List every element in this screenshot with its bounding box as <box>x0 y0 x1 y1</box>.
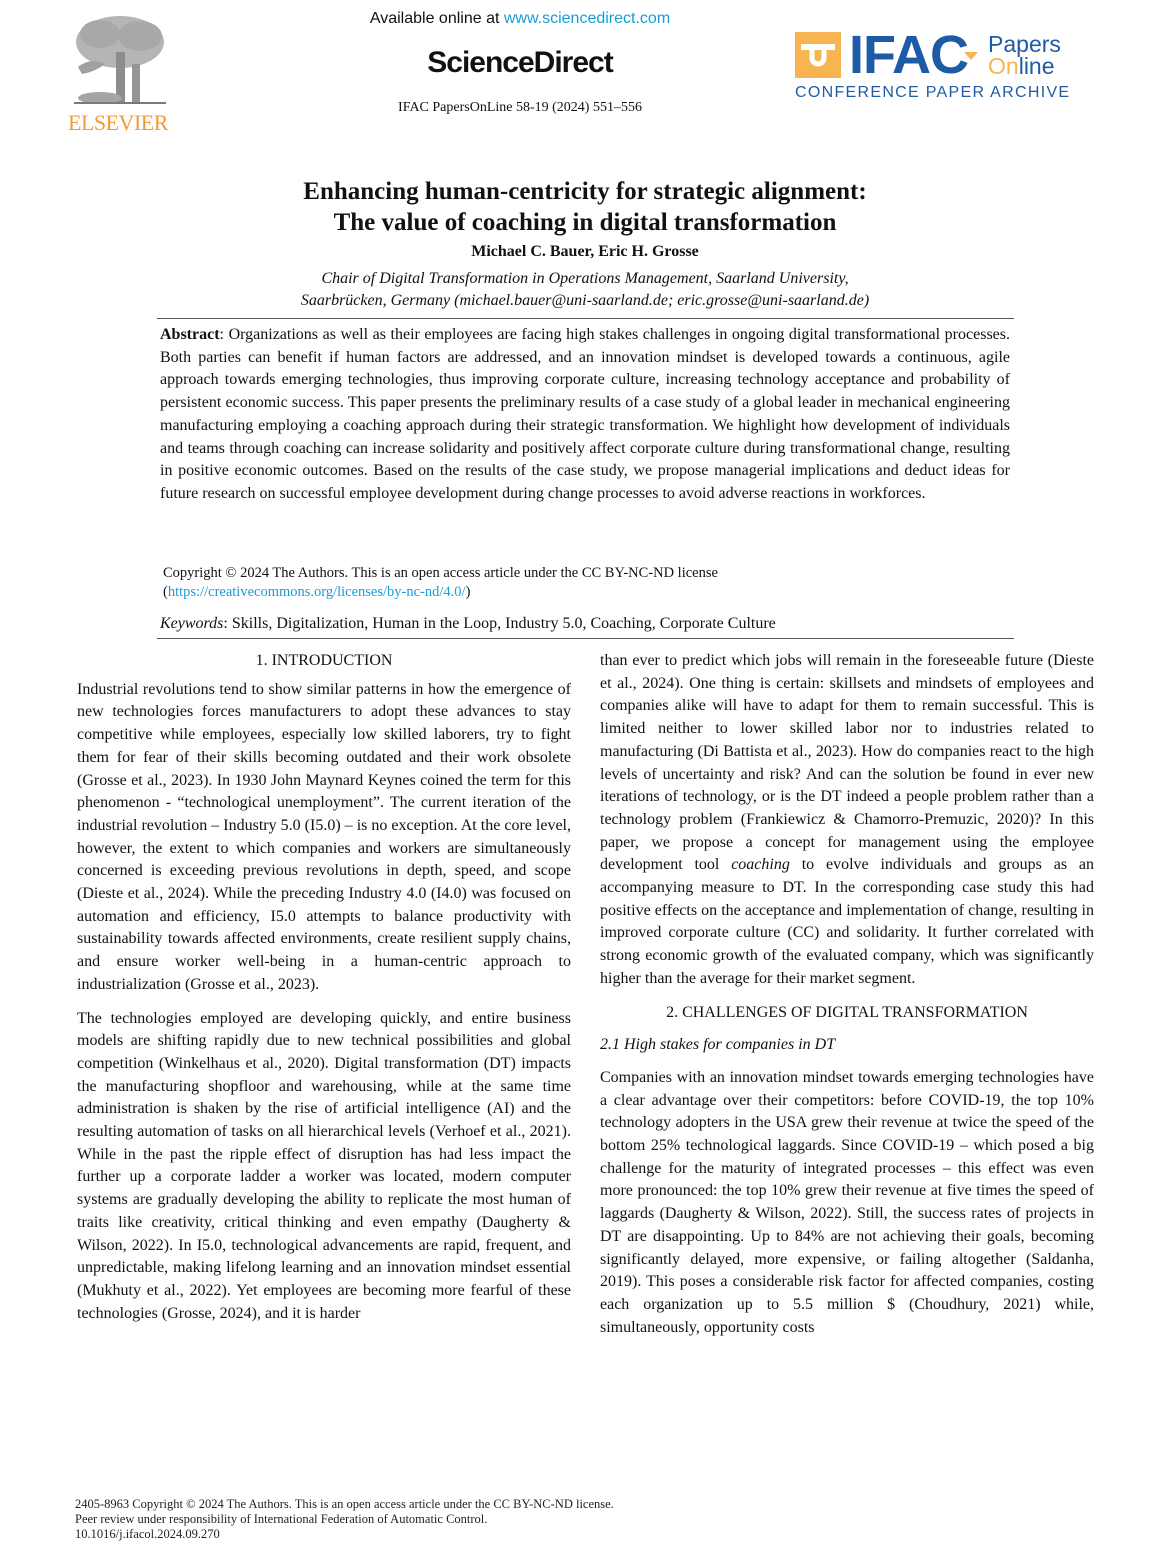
available-online-label: Available online at <box>369 10 504 27</box>
page-footer <box>75 1497 614 1542</box>
paragraph: than ever to predict which jobs will remain in the foreseeable future (Dieste et al., 2024). One thing is certain: skillsets and mindsets of employees and companies alike will have to adapt for them to remain successful. This is limited neither to lower skilled labor nor to industries related to manufacturing (Di Battista et al., 2023). How do companies react to the high levels of uncertainty and risk? And can the solution be found in ever new iterations of technology, or is the DT indeed a people problem rather than a technology problem (Frankiewicz & Chamorro-Premuzic, 2020)? In this paper, we propose a concept for management using the employee development tool coaching to evolve individuals and groups as an accompanying measure to DT. In the corresponding case study this had positive effects on the acceptance and implementation of change, resulting in improved corporate culture (CC) and solidarity. It further correlated with strong economic growth of the evaluated company, which was significantly higher than the average for their market segment. <box>600 652 1094 987</box>
conference-paper-archive-label: CONFERENCE PAPER ARCHIVE <box>795 84 1071 101</box>
license-link[interactable]: https://creativecommons.org/licenses/by-nc-nd/4.0/ <box>167 584 466 600</box>
paragraph: Companies with an innovation mindset towards emerging technologies have a clear advantage over their competitors: before COVID-19, the top 10% technology adopters in the USA grew their revenue at twice the speed of the bottom 25% technological laggards. Since COVID-19 – which posed a big challenge for the maturity of integrated processes – this effect was even more pronounced: the top 10% grew their revenue at five times the speed of laggards (Daugherty & Wilson, 2022). Still, the success rates of projects in DT are disappointing. Up to 84% are not achieving their goals, becoming significantly delayed, more expensive, or failing altogether (Saldanha, 2019). This poses a considerable risk factor for affected companies, costing each organization up to 5.5 million $ (Choudhury, 2021) while, simultaneously, opportunity costs <box>600 1068 1094 1336</box>
footer-issn-copyright: 2405-8963 Copyright © 2024 The Authors. This is an open access article under the CC BY-NC-ND license. <box>75 1497 614 1511</box>
sciencedirect-link[interactable]: www.sciencedirect.com <box>503 10 671 27</box>
abstract <box>160 324 1010 506</box>
body-column-left <box>77 650 571 1336</box>
keywords <box>160 615 1010 633</box>
footer-doi: 10.1016/j.ifacol.2024.09.270 <box>75 1527 220 1541</box>
paragraph: The technologies employed are developing quickly, and entire business models are shifting rapidly due to new technical possibilities and global competition (Winkelhaus et al., 2020). Digital transformation (DT) impacts the manufacturing shopfloor and warehousing, while at the same time administration is shaken by the rise of artificial intelligence (AI) and the resulting automation of tasks on all hierarchical levels (Verhoef et al., 2021). While in the past the ripple effect of disruption has had less impact the further up a corporate ladder a worker was located, modern computer systems are gradually developing the ability to replicate the most human of traits like creativity, critical thinking and even empathy (Daugherty & Wilson, 2022). In I5.0, technological advancements are rapid, frequent, and unpredictable, making lifelong learning and an innovation mindset essential (Mukhuty et al., 2022). Yet employees are becoming more fearful of these technologies (Grosse, 2024), and it is harder <box>77 1009 571 1322</box>
author-affiliation: Chair of Digital Transformation in Operations Management, Saarland University, Saarbrücken, Germany (michael.bauer@uni-saarland.de; eric.grosse@uni-saarland.de) <box>300 270 870 309</box>
available-online-line <box>330 10 710 28</box>
elsevier-logo[interactable] <box>60 12 180 136</box>
keywords-text: : Skills, Digitalization, Human in the Loop, Industry 5.0, Coaching, Corporate Culture <box>223 615 776 632</box>
ifac-wordmark: IFAC <box>849 32 968 78</box>
keywords-bottom-divider <box>157 638 1014 639</box>
journal-reference: IFAC PapersOnLine 58-19 (2024) 551–556 <box>398 100 642 115</box>
paper-authors: Michael C. Bauer, Eric H. Grosse <box>471 243 699 260</box>
elsevier-tree-icon <box>70 12 170 108</box>
ifac-papersonline-logo[interactable] <box>795 25 1115 102</box>
abstract-text: : Organizations as well as their employees are facing high stakes challenges in ongoing digital transformational processes. Both parties can benefit if human factors are addressed, and an innovation mindset is developed towards a continuous, agile approach towards emerging technologies, thus improving corporate culture, increasing technology acceptance and probability of persistent economic success. This paper presents the preliminary results of a case study of a global leader in mechanical engineering manufacturing employing a coaching approach during their strategic transformation. We highlight how development of individuals and teams through coaching can increase solidarity and positively affect corporate culture during transformational change, resulting in positive economic outcomes. Based on the results of the case study, we propose managerial implications and deduct ideas for future research on successful employee development during change processes to avoid adverse reactions in workforces. <box>160 326 1010 502</box>
footer-peer-review: Peer review under responsibility of International Federation of Automatic Control. <box>75 1512 488 1526</box>
paragraph: Industrial revolutions tend to show similar patterns in how the emergence of new technologies forces manufacturers to adopt these advances to stay competitive while employees, especially low skilled laborers, try to fight them for fear of their skills becoming outdated and their work obsolete (Grosse et al., 2023). In 1930 John Maynard Keynes coined the term for this phenomenon - “technological unemployment”. The current iteration of the industrial revolution – Industry 5.0 (I5.0) – is no exception. At the core level, however, the extent to which companies and workers are simultaneously concerned is exceeding previous revolutions in depth, speed, and scope (Dieste et al., 2024). While the preceding Industry 4.0 (I4.0) was focused on automation and efficiency, I5.0 attempts to balance productivity with sustainability towards affected environments, create resilient supply chains, and ensure worker well-being in a human-centric approach to industrialization (Grosse et al., 2023). <box>77 680 571 993</box>
keywords-label: Keywords <box>160 615 224 632</box>
journal-header <box>330 10 710 116</box>
copyright-notice: Copyright © 2024 The Authors. This is an open access article under the CC BY-NC-ND license (https://creativecommons.org/licenses/by-nc-nd/4.0/) <box>163 565 718 600</box>
sciencedirect-logo[interactable]: ScienceDirect <box>427 46 613 79</box>
section-heading-challenges: 2. CHALLENGES OF DIGITAL TRANSFORMATION <box>666 1003 1028 1021</box>
abstract-label: Abstract <box>160 326 220 343</box>
papers-online-text: Papers Online <box>988 31 1061 79</box>
section-heading-introduction: 1. INTRODUCTION <box>255 652 393 669</box>
body-column-right <box>600 650 1094 1350</box>
subsection-heading-high-stakes: 2.1 High stakes for companies in DT <box>600 1036 836 1054</box>
paper-title: Enhancing human-centricity for strategic alignment: The value of coaching in digital transformation <box>303 178 867 236</box>
ifac-emblem-icon <box>795 32 841 78</box>
ifac-triangle-icon <box>964 52 978 60</box>
abstract-top-divider <box>157 318 1014 319</box>
elsevier-wordmark: ELSEVIER <box>68 110 168 135</box>
